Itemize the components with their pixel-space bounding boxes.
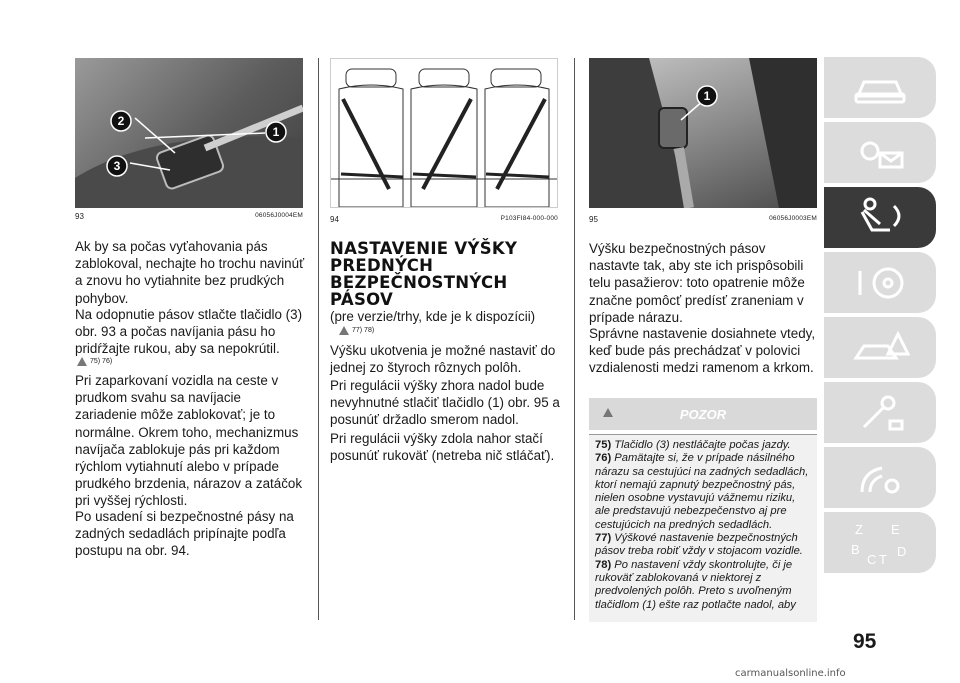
figure-94-drawing (330, 58, 558, 208)
figure-93-photo (75, 58, 303, 208)
svg-text:C: C (867, 551, 877, 567)
figure-code: 06056J0003EM (769, 215, 817, 222)
figure-93-caption (75, 212, 303, 221)
nav-tab-safety[interactable] (824, 187, 936, 248)
svg-text:E: E (891, 521, 900, 537)
figure-95-photo (589, 58, 817, 208)
warning-box-body (589, 434, 817, 622)
col1-paragraph-1: Ak by sa počas vyťahovania pás zablokoval, nechajte ho trochu navinúť a znovu ho vytiahnite bez prudkých pohybov. (75, 239, 305, 306)
svg-text:D: D (897, 543, 907, 559)
chapter-side-nav (824, 57, 936, 577)
column-divider (318, 58, 319, 620)
col2-paragraph-2: Pri regulácii výšky zhora nadol bude nevyhnutné stlačiť tlačidlo (1) obr. 95 a posunúť držadlo smerom nadol. (330, 378, 560, 428)
warning-triangle-icon (603, 408, 613, 417)
svg-text:T: T (879, 551, 887, 567)
col1-paragraph-4: Po usadení si bezpečnostné pásy na zadných sedadlách pripínajte podľa postupu na obr. 94. (75, 509, 294, 559)
pillar-belt-anchor-illustration (589, 58, 817, 208)
callout-2: 2 (117, 114, 125, 128)
maintenance-icon (850, 393, 910, 433)
callout-3: 3 (113, 159, 121, 173)
figure-number: 93 (75, 212, 84, 221)
col3-paragraph-1: Výšku bezpečnostných pásov nastavte tak, aby ste ich prispôsobili telu pasažierov: toto opatrenie môže značne pomôcť predísť zraneniam v prípade nárazu. (589, 241, 805, 325)
figure-number: 94 (330, 215, 339, 224)
warning-triangle-icon (77, 357, 87, 366)
nav-tab-emergency[interactable] (824, 317, 936, 378)
index-icon (845, 518, 915, 568)
page-number: 95 (853, 630, 877, 653)
seat-safety-icon (850, 196, 910, 240)
nav-tab-starting[interactable] (824, 252, 936, 313)
figure-95-caption (589, 215, 817, 224)
figure-code: 06056J0004EM (255, 212, 303, 219)
section-heading: NASTAVENIE VÝŠKY PREDNÝCH BEZPEČNOSTNÝCH PÁSOV (330, 239, 518, 309)
breakdown-icon (850, 328, 910, 368)
car-dashboard-icon (850, 68, 910, 108)
nav-tab-maintenance[interactable] (824, 382, 936, 443)
nav-tab-dashboard[interactable] (824, 57, 936, 118)
figure-code: P103FI84-000-000 (500, 215, 558, 222)
callout-1: 1 (703, 89, 711, 103)
column-divider (574, 58, 575, 620)
callout-1: 1 (272, 125, 280, 139)
rear-seats-illustration (331, 59, 557, 207)
col1-warning-ref: 75) 76) (77, 357, 112, 366)
warning-item: 76) Pamätajte si, že v prípade násilného nárazu sa cestujúci na zadných sedadlách, ktorí nemajú zapnutý bezpečnostný pás, nielen osobne vystavujú vážnemu riziku, ale predstavujú nebezpečenstvo aj pre cestujúcich na predných sedadlách. (595, 452, 809, 531)
svg-text:B: B (851, 541, 860, 557)
warning-item: 77) Výškové nastavenie bezpečnostných pásov treba robiť vždy v stojacom vozidle. (595, 532, 803, 558)
col1-paragraph-2: Na odopnutie pásov stlačte tlačidlo (3) obr. 93 a počas navíjania pásu ho pridŕžajte rukou, aby sa nepokrútil. (75, 307, 303, 357)
warning-lights-icon (850, 133, 910, 173)
nav-tab-warning-lights[interactable] (824, 122, 936, 183)
col2-warning-ref: 77) 78) (339, 326, 374, 335)
figure-94-caption (330, 215, 558, 224)
warning-item: 78) Po nastavení vždy skontrolujte, či je rukoväť zablokovaná v niektorej z predvolených polôh. Preto s uvoľneným tlačidlom (1) ešte raz potlačte nadol, aby (595, 558, 796, 611)
warning-item: 75) Tlačidlo (3) nestláčajte počas jazdy. (595, 439, 791, 451)
col3-paragraph-2: Správne nastavenie dosiahnete vtedy, keď bude pás prechádzať v polovici vzdialenosti medzi ramenom a krkom. (589, 326, 816, 376)
footer-watermark: carmanualsonline.info (735, 668, 846, 679)
multimedia-icon (850, 458, 910, 498)
col2-paragraph-1: Výšku ukotvenia je možné nastaviť do jednej zo štyroch rôznych polôh. (330, 343, 556, 376)
figure-number: 95 (589, 215, 598, 224)
warning-box-header (589, 398, 817, 430)
svg-text:Z: Z (855, 521, 863, 537)
section-subtitle: (pre verzie/trhy, kde je k dispozícii) (330, 309, 536, 324)
warning-title: POZOR (679, 406, 727, 422)
steering-key-icon (850, 263, 910, 303)
warning-triangle-icon (339, 326, 349, 335)
col2-paragraph-3: Pri regulácii výšky zdola nahor stačí posunúť rukoväť (netreba nič stláčať). (330, 431, 555, 464)
nav-tab-multimedia[interactable] (824, 447, 936, 508)
seatbelt-buckle-illustration (75, 58, 303, 208)
col1-paragraph-3: Pri zaparkovaní vozidla na ceste v prudkom svahu sa navíjacie zariadenie môže zablokovať; je to normálne. Okrem toho, mechanizmus navíjača zablokuje pás pri každom rýchlom vytiahnutí alebo v prípade prudkého brzdenia, nárazov a zatáčok pri vyššej rýchlosti. (75, 373, 303, 509)
nav-tab-index[interactable] (824, 512, 936, 573)
